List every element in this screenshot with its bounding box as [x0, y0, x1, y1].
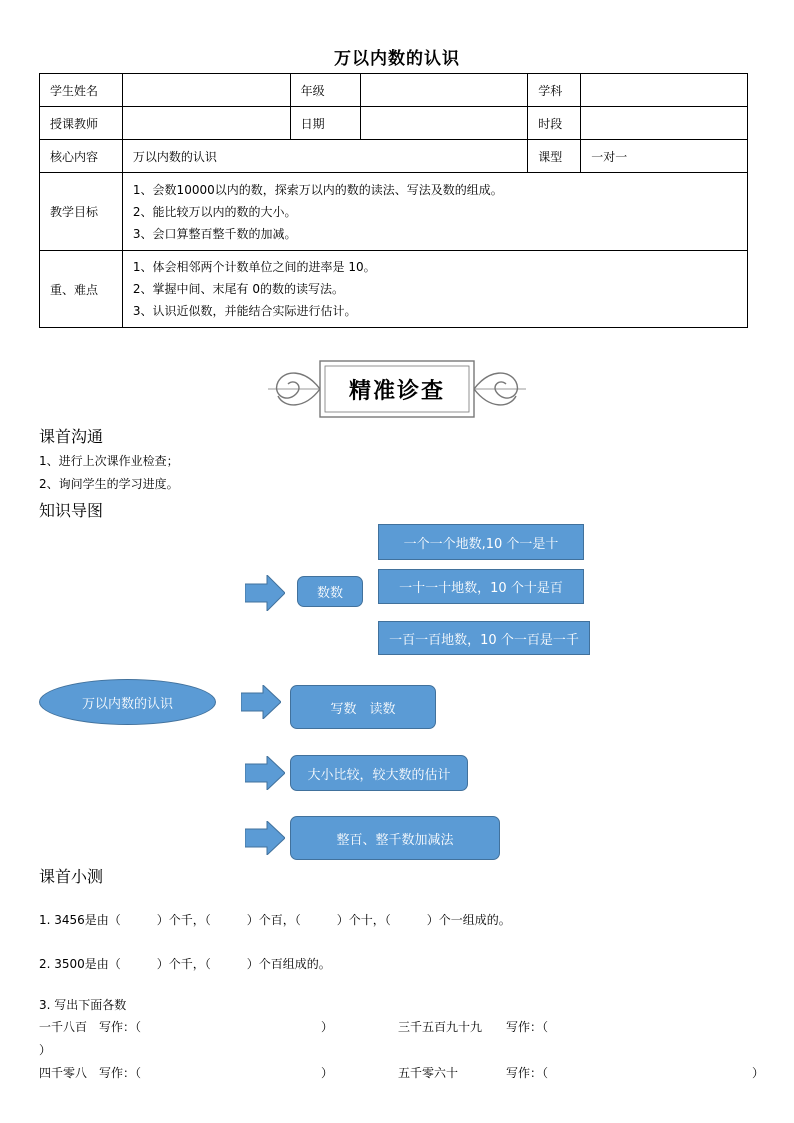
period-cell[interactable] [581, 107, 748, 140]
arrow-right-icon [245, 756, 285, 790]
student-name-cell[interactable] [122, 74, 290, 107]
date-cell[interactable] [360, 107, 528, 140]
arrow-right-icon [241, 685, 281, 719]
goal-item: 1、会数10000以内的数，探索万以内的数的读法、写法及数的组成。 [132, 182, 503, 197]
teacher-label: 授课教师 [40, 107, 123, 140]
quiz-question-1: 1. 3456是由（ ）个千，（ ）个百，（ ）个十，（ ）个一组成的。 [39, 913, 511, 927]
teacher-cell[interactable] [122, 107, 290, 140]
subject-label: 学科 [528, 74, 581, 107]
arrow-right-icon [245, 821, 285, 855]
quiz-q3-item: 三千五百九十九 写作：（ [398, 1020, 549, 1034]
key-point-item: 2、掌握中间、末尾有 0的数的读写法。 [132, 282, 345, 296]
core-value: 万以内数的认识 [122, 140, 527, 173]
lesson-info-table [39, 73, 748, 328]
quiz-question-2: 2. 3500是由（ ）个千，（ ）个百组成的。 [39, 957, 331, 971]
quiz-q3-item: 一千八百 写作：（ ） [39, 1020, 334, 1034]
quiz-q3-item: 五千零六十 写作：（ ） [398, 1066, 765, 1080]
date-label: 日期 [290, 107, 360, 140]
page-title: 万以内数的认识 [334, 49, 460, 69]
banner-title: 精准诊查 [348, 377, 445, 404]
key-points-label: 重、难点 [40, 251, 123, 328]
goal-item: 2、能比较万以内的数的大小。 [132, 204, 297, 219]
count-by-hundreds-box: 一百一百地数，10 个一百是一千 [378, 621, 590, 655]
goals-cell [122, 173, 747, 251]
mindmap-root: 万以内数的认识 [39, 679, 216, 725]
communication-heading: 课首沟通 [39, 427, 104, 446]
grade-cell[interactable] [360, 74, 528, 107]
student-name-label: 学生姓名 [40, 74, 123, 107]
class-type-label: 课型 [528, 140, 581, 173]
goal-item: 3、会口算整百整千数的加减。 [132, 226, 297, 241]
communication-item: 2、询问学生的学习进度。 [39, 477, 179, 491]
communication-item: 1、进行上次课作业检查； [39, 454, 179, 468]
period-label: 时段 [528, 107, 581, 140]
quiz-q3-wrap: ） [39, 1043, 52, 1057]
quiz-q3-item: 四千零八 写作：（ ） [39, 1066, 334, 1080]
count-box: 数数 [297, 576, 363, 607]
subject-cell[interactable] [581, 74, 748, 107]
class-type-value: 一对一 [581, 140, 748, 173]
arrow-right-icon [245, 575, 285, 611]
goals-label: 教学目标 [40, 173, 123, 251]
add-subtract-box: 整百、整千数加减法 [290, 816, 500, 860]
quiz-question-3-title: 3. 写出下面各数 [39, 998, 127, 1012]
write-read-box: 写数 读数 [290, 685, 436, 729]
count-by-ones-box: 一个一个地数,10 个一是十 [378, 524, 584, 560]
compare-box: 大小比较，较大数的估计 [290, 755, 468, 791]
count-by-tens-box: 一十一十地数，10 个十是百 [378, 569, 584, 604]
key-point-item: 1、体会相邻两个计数单位之间的进率是 10。 [132, 260, 376, 274]
quiz-heading: 课首小测 [39, 867, 104, 886]
key-points-cell [122, 251, 747, 328]
grade-label: 年级 [290, 74, 360, 107]
mindmap-heading: 知识导图 [39, 501, 104, 520]
core-label: 核心内容 [40, 140, 123, 173]
section-banner [264, 356, 530, 422]
key-point-item: 3、认识近似数，并能结合实际进行估计。 [132, 304, 357, 318]
